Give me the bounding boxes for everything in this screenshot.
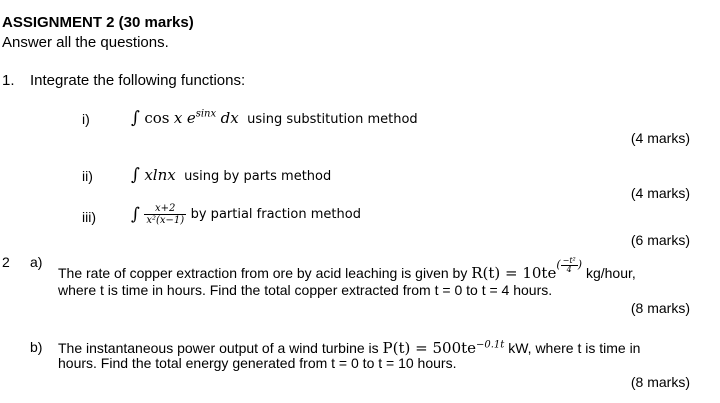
q2b-line1: The instantaneous power output of a wind turbine is $P(t) = 500te^{-0.1t}$ kW, where t is time in [58,339,641,357]
q1-part-ii-marks: (4 marks) [630,185,690,201]
q1-prompt: Integrate the following functions: [30,72,246,89]
assignment-title: ASSIGNMENT 2 (30 marks) [2,14,194,31]
q2-number: 2 [2,254,10,270]
q1-part-i-label: i) [82,111,90,127]
q2b-label: b) [30,339,43,355]
instruction-text: Answer all the questions. [2,34,169,51]
q2b-line2: hours. Find the total energy generated from t = 0 to t = 10 hours. [58,355,457,371]
q1-part-i-marks: (4 marks) [630,130,690,146]
q2b-marks: (8 marks) [630,374,690,390]
q2a-line2: where t is time in hours. Find the total copper extracted from t = 0 to t = 4 hours. [58,282,553,298]
q1-part-iii-expression: ∫ $\frac{x+2}{\text{x²(x−1)}}$ by partial fraction method [131,203,361,226]
q1-part-ii-label: ii) [82,168,93,184]
q1-part-i-expression: ∫ cos x $e^{sinx}$ dx using substitution method [131,108,418,128]
q1-part-iii-label: iii) [82,209,96,225]
q1-part-ii-expression: ∫ xlnx using by parts method [131,165,332,185]
q1-number: 1. [2,72,15,89]
partial-fraction: $\frac{x+2}{\text{x²(x−1)}}$ [146,203,185,226]
q2a-line1: The rate of copper extraction from ore by acid leaching is given by $R(t) = 10te^{( \frac{\text{−t²}}{4} )}$ kg/hour, [58,255,636,282]
q2a-label: a) [30,254,43,270]
q2a-marks: (8 marks) [630,300,690,316]
q1-part-iii-marks: (6 marks) [630,232,690,248]
